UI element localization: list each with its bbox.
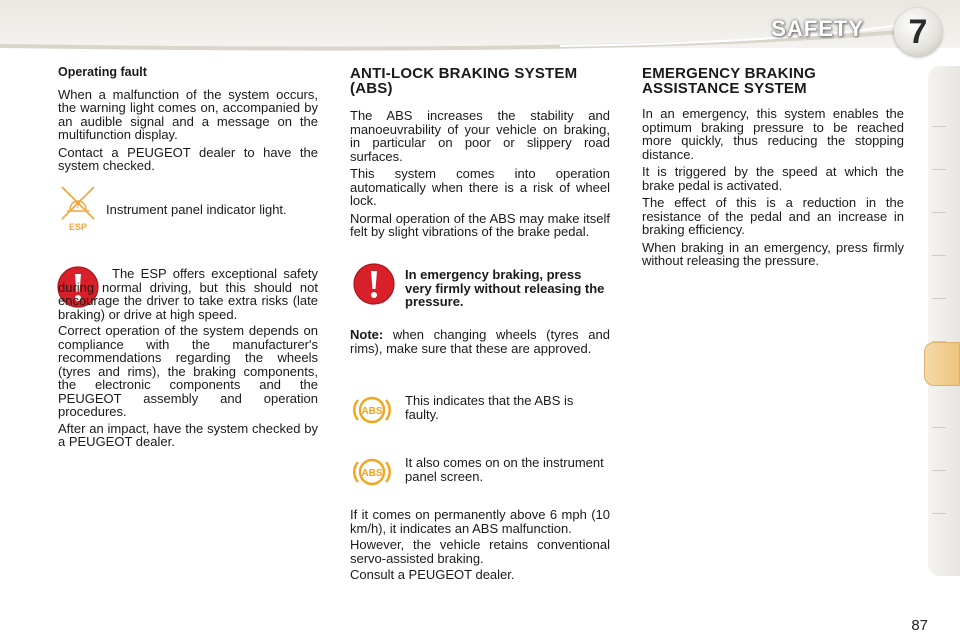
esp-warning-text: The ESP offers exceptional safety during normal driving, but this should not encourage the driver to take extra risks (late braking) or drive at high speed. bbox=[58, 266, 318, 322]
tab-divider bbox=[932, 298, 946, 299]
esp-icon-label: ESP bbox=[68, 222, 88, 232]
tab-divider bbox=[932, 427, 946, 428]
tab-divider bbox=[932, 212, 946, 213]
tab-divider bbox=[932, 126, 946, 127]
paragraph: Normal operation of the ABS may make itself felt by slight vibrations of the brake pedal. bbox=[350, 210, 610, 239]
chapter-badge: 7 bbox=[894, 8, 942, 56]
paragraph: However, the vehicle retains conventional servo-assisted braking. bbox=[350, 537, 610, 566]
chapter-tab-active[interactable] bbox=[924, 342, 960, 386]
tab-divider bbox=[932, 470, 946, 471]
abs-closing-block bbox=[350, 508, 610, 585]
left-column bbox=[58, 66, 318, 177]
paragraph: After an impact, have the system checked by a PEUGEOT dealer. bbox=[58, 420, 318, 449]
paragraph: If it comes on permanently above 6 mph (10 km/h), it indicates an ABS malfunction. bbox=[350, 507, 610, 536]
paragraph: It is triggered by the speed at which the brake pedal is activated. bbox=[642, 164, 904, 193]
abs-caption-faulty: This indicates that the ABS is faulty. bbox=[405, 393, 574, 422]
tab-divider bbox=[932, 513, 946, 514]
note-text: when changing wheels (tyres and rims), make sure that these are approved. bbox=[350, 327, 610, 356]
svg-text:?: ? bbox=[75, 200, 81, 210]
page-number: 87 bbox=[911, 617, 928, 634]
paragraph: This system comes into operation automatically when there is a risk of wheel lock. bbox=[350, 166, 610, 208]
abs-warning-icon bbox=[351, 454, 393, 490]
abs-icon-label: ABS bbox=[361, 406, 383, 417]
note-block bbox=[350, 328, 610, 358]
middle-column bbox=[350, 66, 610, 243]
esp-caption: Instrument panel indicator light. bbox=[106, 202, 287, 217]
right-column bbox=[642, 66, 904, 272]
esp-warning-block bbox=[58, 267, 318, 452]
paragraph: When braking in an emergency, press firmly without releasing the pressure. bbox=[642, 239, 904, 268]
paragraph: When a malfunction of the system occurs, the warning light comes on, accompanied by an audible signal and a message on the multifunction display. bbox=[58, 86, 318, 142]
paragraph: Correct operation of the system depends on compliance with the manufacturer's recommendations regarding the wheels (tyres and rims), the braking components, the electronic components and the PEUGEOT assembly and operation procedures. bbox=[58, 323, 318, 419]
tab-divider bbox=[932, 169, 946, 170]
abs-icon-label: ABS bbox=[361, 468, 383, 479]
abs-heading: ANTI-LOCK BRAKING SYSTEM (ABS) bbox=[350, 65, 578, 97]
chapter-tabs bbox=[928, 66, 960, 576]
abs-warning-icon bbox=[351, 392, 393, 428]
tab-divider bbox=[932, 255, 946, 256]
emergency-braking-heading: EMERGENCY BRAKING ASSISTANCE SYSTEM bbox=[642, 65, 816, 97]
exclamation-warning-icon bbox=[352, 262, 396, 306]
paragraph: In an emergency, this system enables the optimum braking pressure to be reached more quickly, thus reducing the stopping distance. bbox=[642, 106, 904, 162]
note-label: Note: bbox=[350, 327, 384, 342]
paragraph: Contact a PEUGEOT dealer to have the system checked. bbox=[58, 144, 318, 173]
abs-caption-screen: It also comes on on the instrument panel screen. bbox=[405, 455, 604, 484]
paragraph: The ABS increases the stability and manoeuvrability of your vehicle on braking, in particular on poor or slippery road surfaces. bbox=[350, 108, 610, 164]
operating-fault-heading: Operating fault bbox=[58, 65, 147, 79]
section-title: SAFETY bbox=[771, 16, 864, 41]
emergency-braking-warning: In emergency braking, press very firmly without releasing the pressure. bbox=[405, 267, 605, 309]
esp-warning-icon bbox=[56, 184, 100, 232]
paragraph: Consult a PEUGEOT dealer. bbox=[350, 567, 515, 582]
paragraph: The effect of this is a reduction in the resistance of the pedal and an increase in braking efficiency. bbox=[642, 195, 904, 237]
